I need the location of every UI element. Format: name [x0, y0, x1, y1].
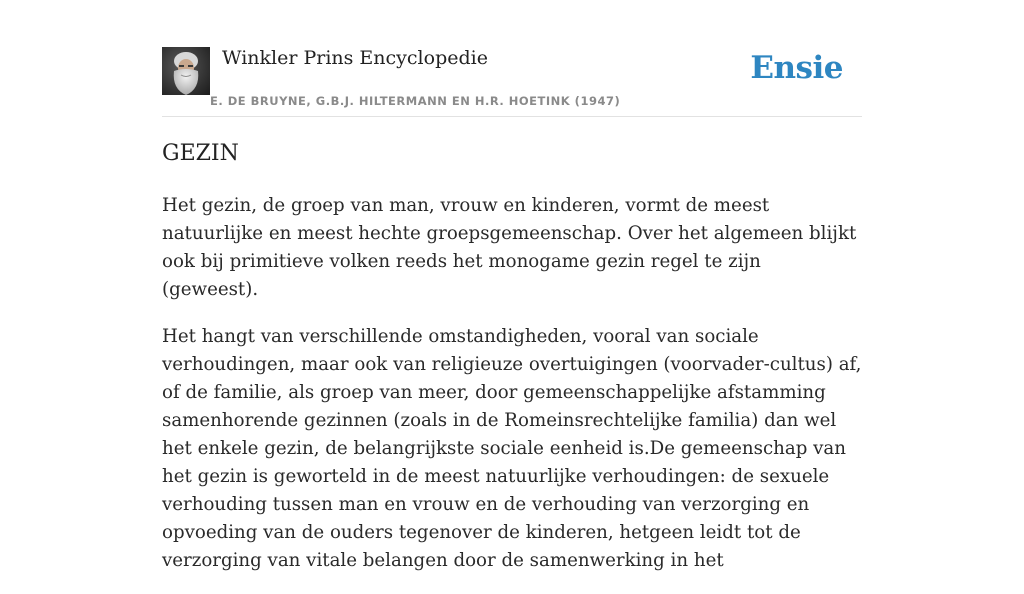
- author-avatar[interactable]: [162, 47, 210, 95]
- header: [162, 44, 862, 117]
- article-paragraph: Het hangt van verschillende omstandigheden, vooral van sociale verhoudingen, maar ook van religieuze overtuigingen (voorvader-cultus) af, of de familie, als groep van meer, door gemeenschappelijke afstamming samenhorende gezinnen (zoals in de Romeinsrechtelijke familia) dan wel het enkele gezin, de belangrijkste sociale eenheid is.De gemeenschap van het gezin is geworteld in de meest natuurlijke verhoudingen: de sexuele verhouding tussen man en vrouw en de verhouding van verzorging en opvoeding van de ouders tegenover de kinderen, hetgeen leidt tot de verzorging van vitale belangen door de samenwerking in het: [162, 326, 862, 571]
- brand-logo[interactable]: Ensie: [750, 50, 843, 86]
- entry-title: GEZIN: [162, 141, 239, 166]
- book-title[interactable]: Winkler Prins Encyclopedie: [222, 47, 488, 69]
- bearded-man-portrait-icon: [162, 47, 210, 95]
- article-paragraph: Het gezin, de groep van man, vrouw en kinderen, vormt de meest natuurlijke en meest hechte groepsgemeenschap. Over het algemeen blijkt ook bij primitieve volken reeds het monogame gezin regel te zijn (geweest).: [162, 195, 857, 300]
- book-authors: E. DE BRUYNE, G.B.J. HILTERMANN EN H.R. HOETINK (1947): [210, 94, 621, 108]
- article-body: [162, 192, 862, 594]
